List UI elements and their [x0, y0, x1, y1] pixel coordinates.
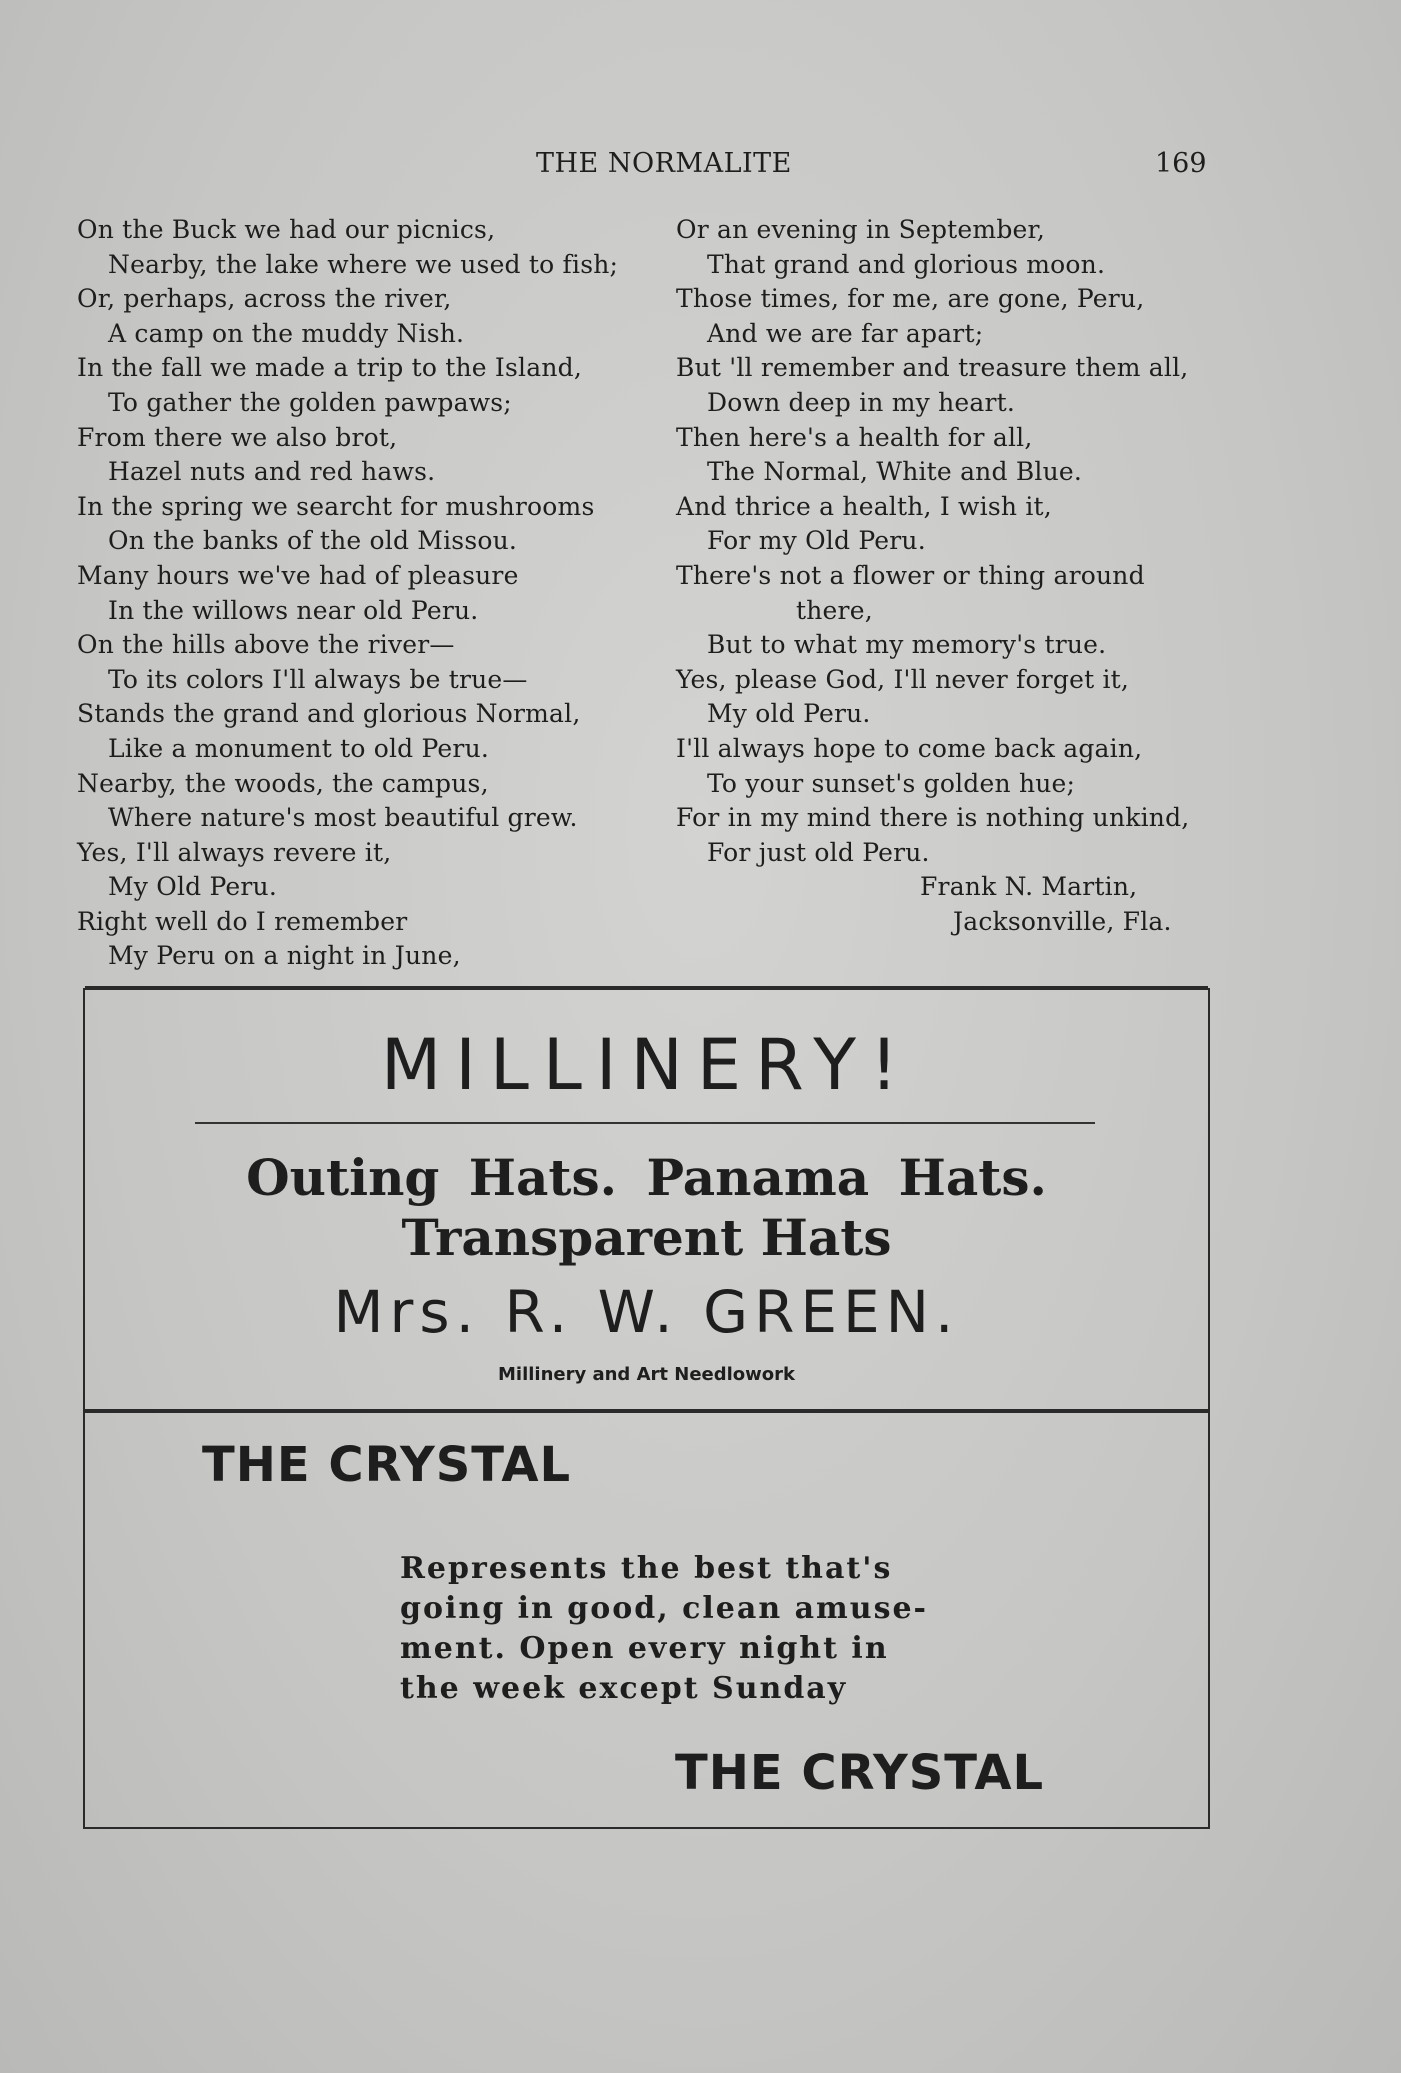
- millinery-headline: MILLINERY!: [380, 1024, 913, 1106]
- poem-line: My old Peru.: [707, 699, 871, 729]
- poem-line: To its colors I'll always be true—: [108, 664, 528, 694]
- millinery-subline: Millinery and Art Needlowork: [497, 1364, 796, 1385]
- poem-line: For just old Peru.: [707, 837, 930, 867]
- poem-author: Frank N. Martin,: [920, 872, 1138, 902]
- poem-line: On the hills above the river—: [77, 630, 455, 660]
- proprietor-name: Mrs. R. W. GREEN.: [333, 1278, 960, 1346]
- poem-line: To your sunset's golden hue;: [707, 768, 1076, 798]
- crystal-advertisement: [83, 1411, 1210, 1829]
- crystal-footer: THE CRYSTAL: [675, 1745, 1045, 1801]
- poem-line: To gather the golden pawpaws;: [108, 387, 512, 417]
- crystal-body-line: ment. Open every night in: [400, 1631, 889, 1666]
- page-number: 169: [1155, 148, 1207, 179]
- poem-line: Or an evening in September,: [676, 215, 1046, 244]
- poem-line: Then here's a health for all,: [676, 422, 1033, 452]
- poem-line: Like a monument to old Peru.: [108, 733, 490, 763]
- poem-line: For my Old Peru.: [707, 526, 926, 556]
- poem-line: On the Buck we had our picnics,: [77, 215, 496, 244]
- crystal-body-line: the week except Sunday: [400, 1671, 848, 1706]
- poem-left-column: [77, 213, 667, 974]
- poem-line: My Old Peru.: [108, 872, 278, 902]
- poem-line: Nearby, the woods, the campus,: [77, 768, 489, 798]
- poem-line: My Peru on a night in June,: [108, 941, 461, 971]
- author-location: Jacksonville, Fla.: [953, 906, 1172, 936]
- poem-line: Right well do I remember: [77, 906, 408, 936]
- poem-line: Hazel nuts and red haws.: [108, 457, 436, 487]
- crystal-body-line: going in good, clean amuse-: [400, 1591, 928, 1626]
- transparent-hats-line: Transparent Hats: [401, 1208, 892, 1267]
- poem-line: Where nature's most beautiful grew.: [108, 803, 578, 833]
- poem-line: A camp on the muddy Nish.: [108, 318, 465, 348]
- poem-line: Nearby, the lake where we used to fish;: [108, 249, 619, 279]
- ad-top-rule: [85, 986, 1208, 988]
- publication-title: THE NORMALITE: [536, 148, 792, 179]
- poem-line: For in my mind there is nothing unkind,: [676, 803, 1190, 833]
- crystal-title: THE CRYSTAL: [202, 1437, 572, 1493]
- poem-line: From there we also brot,: [77, 422, 398, 452]
- poem-line: Or, perhaps, across the river,: [77, 284, 452, 314]
- millinery-advertisement: [83, 988, 1210, 1411]
- poem-line: But to what my memory's true.: [707, 630, 1107, 660]
- poem-line: On the banks of the old Missou.: [108, 526, 518, 556]
- poem-line: Down deep in my heart.: [707, 387, 1016, 417]
- poem-line: There's not a flower or thing around: [676, 560, 1145, 590]
- hat-types-line: Outing Hats. Panama Hats.: [246, 1148, 1047, 1207]
- headline-divider: [195, 1122, 1095, 1124]
- poem-line: I'll always hope to come back again,: [676, 733, 1143, 763]
- poem-right-column: [676, 213, 1236, 939]
- poem-line: there,: [796, 595, 873, 625]
- poem-line: And we are far apart;: [707, 318, 984, 348]
- poem-line: In the fall we made a trip to the Island,: [77, 353, 582, 383]
- poem-line: In the willows near old Peru.: [108, 595, 479, 625]
- poem-line: In the spring we searcht for mushrooms: [77, 491, 595, 521]
- poem-line: That grand and glorious moon.: [707, 249, 1106, 279]
- poem-line: Many hours we've had of pleasure: [77, 560, 519, 590]
- poem-line: Stands the grand and glorious Normal,: [77, 699, 581, 729]
- poem-line: Yes, please God, I'll never forget it,: [676, 664, 1130, 694]
- crystal-body-line: Represents the best that's: [400, 1551, 893, 1586]
- page-header: [0, 148, 1401, 184]
- poem-line: But 'll remember and treasure them all,: [676, 353, 1189, 383]
- poem-line: Those times, for me, are gone, Peru,: [676, 284, 1145, 314]
- poem-line: The Normal, White and Blue.: [707, 457, 1083, 487]
- poem-line: And thrice a health, I wish it,: [676, 491, 1052, 521]
- poem-line: Yes, I'll always revere it,: [77, 837, 392, 867]
- crystal-body: [400, 1549, 960, 1709]
